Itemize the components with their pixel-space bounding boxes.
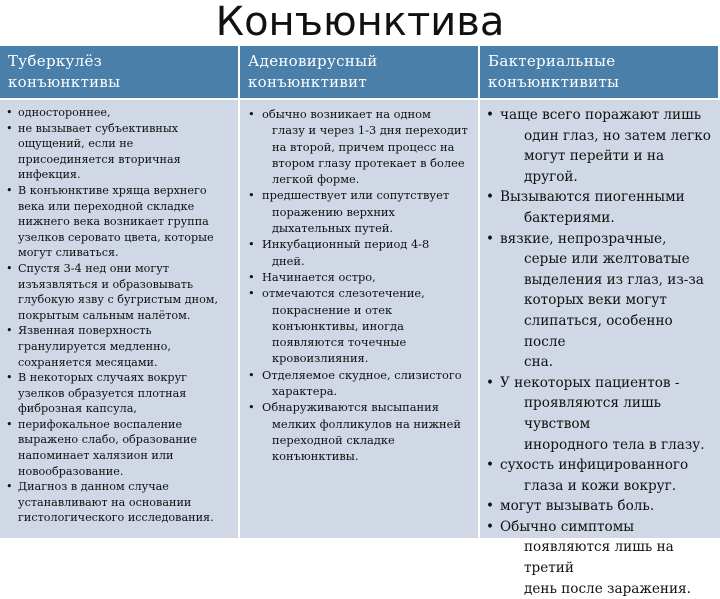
header-line: конъюнктивы [8, 73, 121, 91]
list-item-line: характера. [272, 384, 338, 399]
list-item-line: • отмечаются слезотечение, [262, 286, 425, 301]
header-bacterial [480, 46, 720, 98]
list-item-line: • У некоторых пациентов - [500, 374, 680, 391]
list-item [240, 236, 474, 269]
list-item-line: • В некоторых случаях вокруг [18, 371, 188, 385]
list-item [480, 455, 716, 496]
list-item-line: узелков серовато цвета, которые [18, 230, 214, 244]
list-item-line: покраснение и отек [272, 302, 393, 317]
list-item [480, 517, 716, 599]
list-item [0, 105, 234, 121]
list-item [240, 399, 474, 464]
header-line: Бактериальные [488, 52, 616, 70]
list-item-line: дней. [272, 253, 305, 268]
list-item-line: появляются точечные [272, 335, 407, 350]
list-item-line: • Инкубационный период 4-8 [262, 237, 430, 252]
list-item [0, 323, 234, 370]
list-item-line: узелков образуется плотная [18, 386, 187, 400]
list-item-line: • В конъюнктиве хряща верхнего [18, 183, 207, 197]
list-item-line: изъязвляться и образовывать [18, 277, 194, 291]
bullet-list [480, 105, 716, 599]
list-item-line: века или переходной складке [18, 199, 195, 213]
bullet-list [0, 105, 234, 526]
list-item-line: выражено слабо, образование [18, 433, 197, 447]
header-line: конъюнктивиты [488, 73, 620, 91]
list-item-line: • чаще всего поражают лишь [500, 107, 702, 123]
list-item-line: серые или желтоватые [524, 251, 690, 268]
list-item-line: сна. [524, 354, 554, 371]
list-item-line: • могут вызывать боль. [500, 498, 655, 515]
bullet-list [240, 106, 474, 465]
list-item-line: присоединяется вторичная [18, 152, 181, 166]
list-item [240, 285, 474, 366]
list-item-line: могут сливаться. [18, 246, 119, 260]
header-tuberculosis [0, 46, 240, 98]
list-item-line: • Вызываются пиогенными [500, 189, 685, 206]
list-item-line: • предшествует или сопутствует [262, 188, 450, 203]
list-item [480, 373, 716, 455]
header-adenoviral [240, 46, 480, 98]
list-item [0, 261, 234, 323]
column-adenoviral [240, 98, 480, 538]
column-tuberculosis [0, 98, 240, 538]
list-item-line: инфекция. [18, 168, 81, 182]
list-item [480, 105, 716, 187]
list-item-line: на второй, причем процесс на [272, 139, 455, 154]
list-item-line: гранулируется медленно, [18, 339, 171, 353]
list-item-line: • Спустя 3-4 нед они могут [18, 261, 170, 275]
list-item-line: один глаз, но затем легко [524, 127, 711, 144]
list-item-line: фиброзная капсула, [18, 402, 137, 416]
list-item [0, 121, 234, 183]
list-item-line: нижнего века возникает группа [18, 215, 209, 229]
comparison-table [0, 46, 720, 597]
list-item-line: ощущений, если не [18, 137, 134, 151]
list-item [240, 269, 474, 285]
list-item-line: втором глазу протекает в более [272, 155, 465, 170]
list-item [480, 187, 716, 228]
list-item-line: инородного тела в глазу. [524, 436, 705, 453]
page-title: Конъюнктива [215, 0, 505, 45]
list-item-line: бактериями. [524, 209, 615, 226]
list-item-line: сохраняется месяцами. [18, 355, 158, 369]
list-item-line: • сухость инфицированного [500, 457, 689, 474]
list-item-line: мелких фолликулов на нижней [272, 416, 461, 431]
list-item [0, 479, 234, 526]
list-item [240, 187, 474, 236]
list-item-line: появляются лишь на третий [524, 539, 674, 577]
list-item-line: день после заражения. [524, 580, 691, 597]
header-line: Туберкулёз [8, 52, 103, 70]
list-item-line: • обычно возникает на одном [262, 107, 431, 121]
list-item-line: кровоизлияния. [272, 351, 369, 366]
list-item [240, 367, 474, 400]
list-item-line: • Язвенная поверхность [18, 324, 152, 338]
list-item-line: • Диагноз в данном случае [18, 480, 169, 494]
list-item-line: напоминает халязион или [18, 449, 174, 463]
list-item-line: • Начинается остро, [262, 269, 376, 284]
list-item-line: гистологического исследования. [18, 511, 214, 525]
list-item [480, 496, 716, 517]
list-item [0, 183, 234, 261]
list-item [240, 106, 474, 187]
list-item-line: глаза и кожи вокруг. [524, 477, 677, 494]
list-item-line: глазу и через 1-3 дня переходит [272, 123, 468, 138]
list-item [0, 417, 234, 479]
list-item-line: переходной складке [272, 432, 395, 447]
header-line: Аденовирусный [248, 52, 378, 70]
list-item-line: • перифокальное воспаление [18, 417, 183, 431]
list-item [480, 229, 716, 373]
header-line: конъюнктивит [248, 73, 368, 91]
list-item [0, 370, 234, 417]
list-item-line: конъюнктивы, иногда [272, 318, 404, 333]
list-item-line: которых веки могут [524, 292, 667, 309]
list-item-line: • не вызывает субъективных [18, 121, 179, 135]
list-item-line: • Обычно симптомы [500, 518, 635, 535]
list-item-line: слипаться, особенно после [524, 312, 673, 350]
list-item-line: дыхательных путей. [272, 221, 394, 236]
list-item-line: поражению верхних [272, 204, 395, 219]
column-bacterial [480, 98, 720, 597]
list-item-line: могут перейти и на другой. [524, 148, 665, 185]
list-item-line: • одностороннее, [18, 106, 111, 119]
list-item-line: легкой форме. [272, 172, 360, 187]
list-item-line: покрытым сальным налётом. [18, 308, 191, 322]
list-item-line: конъюнктивы. [272, 449, 359, 464]
list-item-line: выделения из глаз, из-за [524, 271, 704, 288]
list-item-line: глубокую язву с бугристым дном, [18, 293, 219, 307]
list-item-line: устанавливают на основании [18, 495, 192, 509]
list-item-line: проявляются лишь чувством [524, 395, 661, 432]
list-item-line: • вязкие, непрозрачные, [500, 230, 667, 247]
list-item-line: • Отделяемое скудное, слизистого [262, 367, 462, 382]
list-item-line: новообразование. [18, 464, 124, 478]
list-item-line: • Обнаруживаются высыпания [262, 400, 439, 415]
